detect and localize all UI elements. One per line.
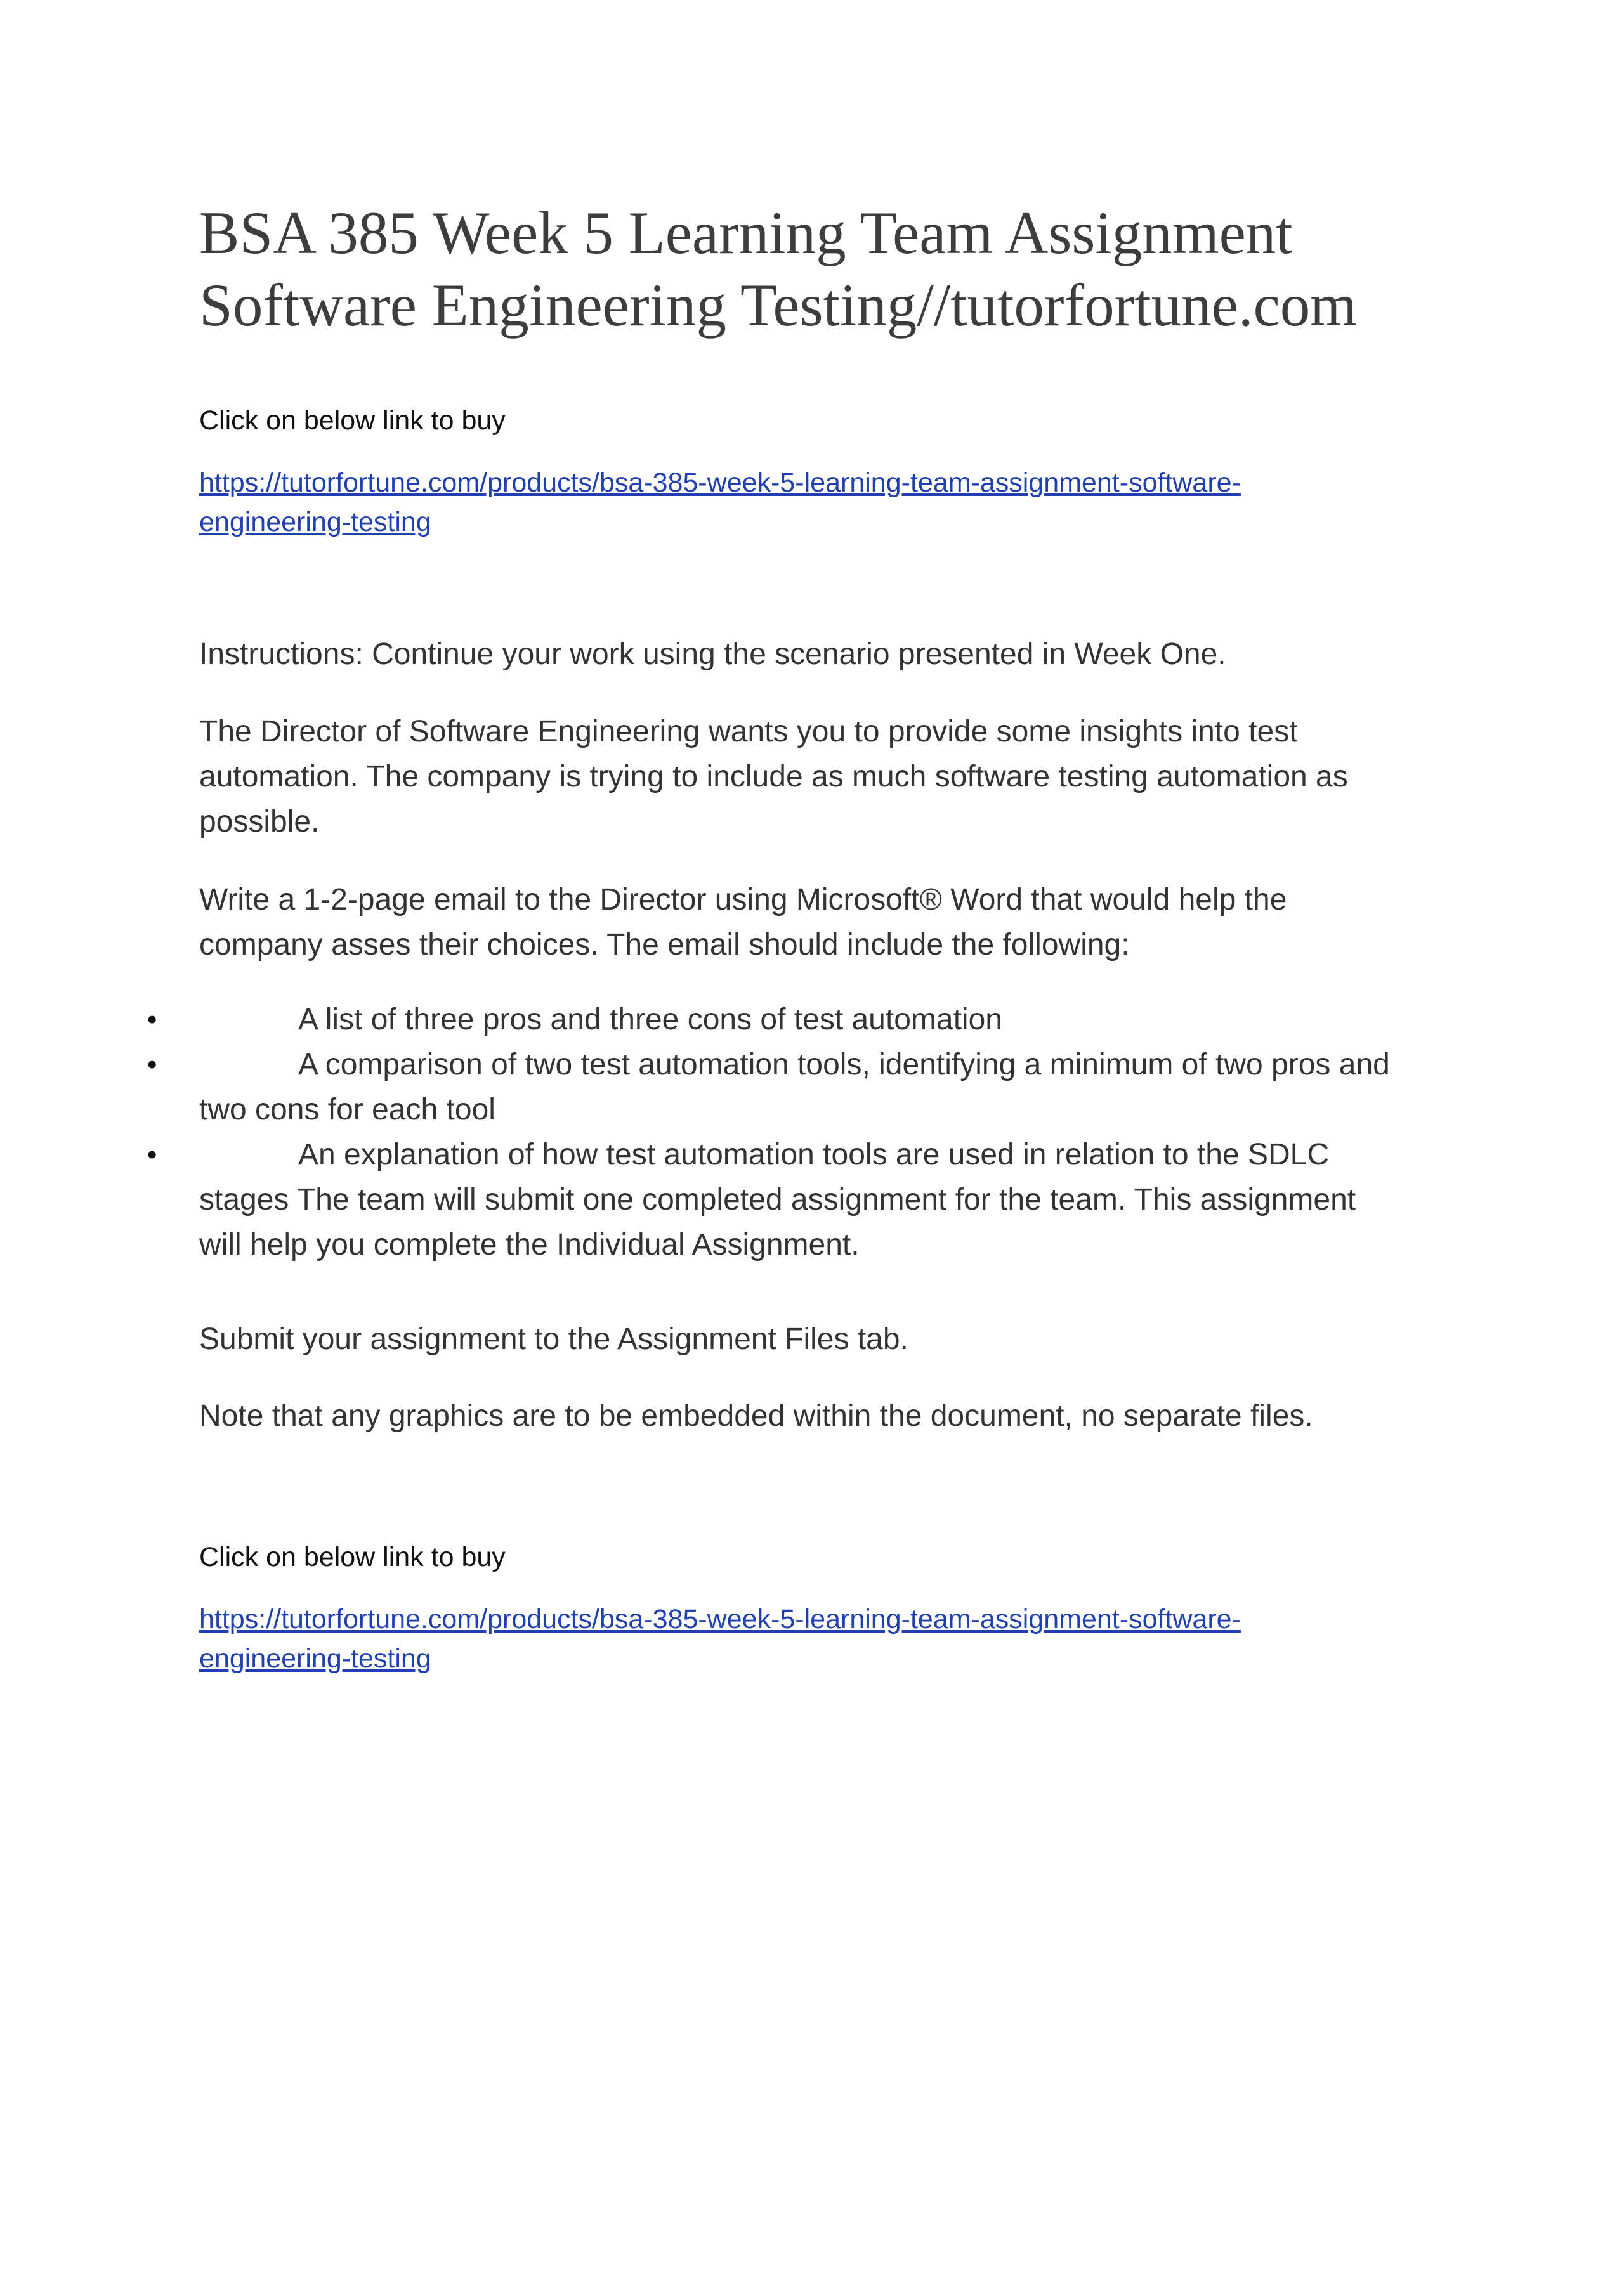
bullet-2-line-1: A comparison of two test automation tools, identifying a minimum of two pros and [298, 1048, 1390, 1081]
title-line-1: BSA 385 Week 5 Learning Team Assignment [199, 199, 1293, 266]
product-link-bottom-line-2: engineering-testing [199, 1643, 431, 1674]
bullet-icon: • [147, 1139, 157, 1170]
requirements-list [0, 997, 1624, 1267]
write-line-2: company asses their choices. The email should include the following: [199, 928, 1130, 962]
list-item [0, 1132, 1624, 1267]
bullet-icon: • [147, 1004, 157, 1035]
note-paragraph [199, 1393, 1443, 1438]
director-line-2: automation. The company is trying to include as much software testing automation as [199, 760, 1348, 793]
note-line: Note that any graphics are to be embedded within the document, no separate files. [199, 1399, 1313, 1433]
product-link-top[interactable] [199, 463, 1241, 542]
title-line-2: Software Engineering Testing//tutorfortune.com [199, 271, 1358, 339]
document-title [199, 197, 1500, 341]
director-paragraph [199, 709, 1443, 844]
bullet-1-line-1: A list of three pros and three cons of test automation [298, 1003, 1002, 1036]
instructions-line: Instructions: Continue your work using the scenario presented in Week One. [199, 637, 1226, 671]
product-link-top-line-1: https://tutorfortune.com/products/bsa-385-week-5-learning-team-assignment-software- [199, 467, 1241, 498]
list-item [0, 1042, 1624, 1132]
product-link-top-line-2: engineering-testing [199, 507, 431, 537]
director-line-1: The Director of Software Engineering wants you to provide some insights into test [199, 715, 1298, 748]
submit-paragraph [199, 1317, 1443, 1362]
bullet-3-line-3: will help you complete the Individual Assignment. [199, 1228, 860, 1262]
director-line-3: possible. [199, 805, 320, 838]
bullet-2-line-2: two cons for each tool [199, 1093, 495, 1126]
bullet-icon: • [147, 1049, 157, 1080]
bullet-3-line-2: stages The team will submit one completed assignment for the team. This assignment [199, 1183, 1356, 1216]
instructions-paragraph [199, 632, 1443, 677]
list-item [0, 997, 1624, 1042]
buy-prompt-bottom: Click on below link to buy [199, 1542, 506, 1572]
submit-line: Submit your assignment to the Assignment Files tab. [199, 1322, 908, 1356]
write-line-1: Write a 1-2-page email to the Director using Microsoft® Word that would help the [199, 883, 1287, 916]
product-link-bottom-line-1: https://tutorfortune.com/products/bsa-385-week-5-learning-team-assignment-software- [199, 1604, 1241, 1634]
buy-prompt-top: Click on below link to buy [199, 405, 506, 436]
bullet-3-line-1: An explanation of how test automation tools are used in relation to the SDLC [298, 1138, 1329, 1171]
write-paragraph [199, 877, 1443, 967]
product-link-bottom[interactable] [199, 1600, 1241, 1678]
